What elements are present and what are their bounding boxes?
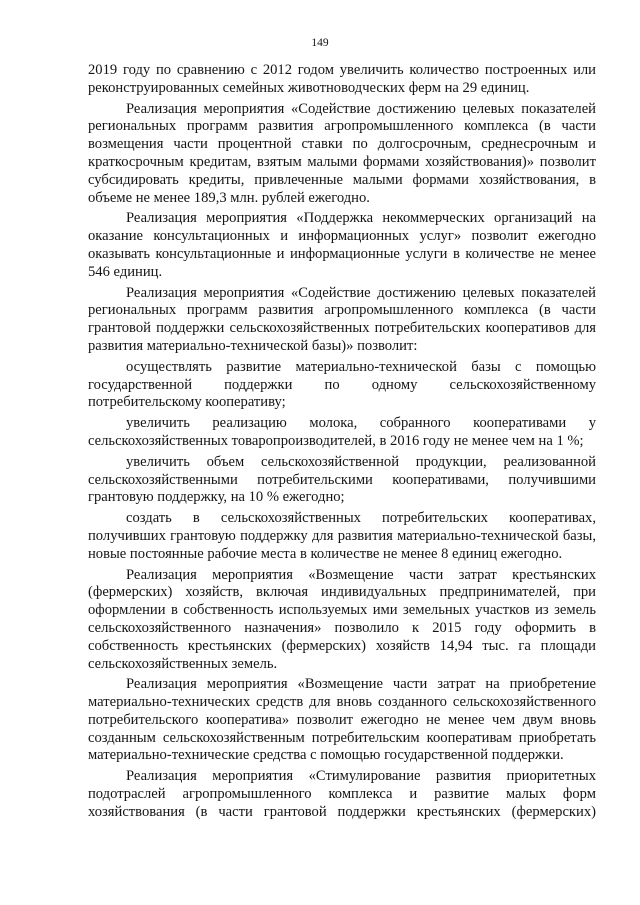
- paragraph: Реализация мероприятия «Поддержка некоммерческих организаций на оказание консультационных и информационных услуг» позволит ежегодно оказывать консультационные и информационные услуги в количестве не менее 546 единиц.: [88, 210, 596, 280]
- page-number: 149: [311, 37, 329, 49]
- paragraph: Реализация мероприятия «Содействие достижению целевых показателей региональных программ развития агропромышленного комплекса (в части грантовой поддержки сельскохозяйственных потребительских кооперативов для развития материально-технической базы)» позволит:: [88, 284, 596, 354]
- paragraph: увеличить объем сельскохозяйственной продукции, реализованной сельскохозяйственными потребительскими кооперативами, получившими грантовую поддержку, на 10 % ежегодно;: [88, 453, 596, 506]
- paragraph: Реализация мероприятия «Содействие достижению целевых показателей региональных программ развития агропромышленного комплекса (в части возмещения части процентной ставки по долгосрочным, среднесрочным и краткосрочным кредитам, взятым малыми формами хозяйствования)» позволит субсидировать кредиты, привлеченные малыми формами хозяйствования, в объеме не менее 189,3 млн. рублей ежегодно.: [88, 100, 596, 206]
- document-body: [88, 62, 596, 822]
- paragraph: осуществлять развитие материально-технической базы с помощью государственной поддержки по одному сельскохозяйственному потребительскому кооперативу;: [88, 358, 596, 411]
- paragraph: Реализация мероприятия «Возмещение части затрат на приобретение материально-технических средств для вновь созданного сельскохозяйственного потребительского кооператива» позволит ежегодно не менее чем двум вновь созданным сельскохозяйственным потребительским кооперативам приобретать материально-технические средства с помощью государственной поддержки.: [88, 676, 596, 764]
- paragraph: создать в сельскохозяйственных потребительских кооперативах, получивших грантовую поддержку для развития материально-технической базы, новые постоянные рабочие места в количестве не менее 8 единиц ежегодно.: [88, 510, 596, 562]
- paragraph: Реализация мероприятия «Стимулирование развития приоритетных подотраслей агропромышленного комплекса и развитие малых форм хозяйствования (в части грантовой поддержки крестьянских (фермерских): [88, 768, 596, 820]
- paragraph: увеличить реализацию молока, собранного кооперативами у сельскохозяйственных товаропроизводителей, в 2016 году не менее чем на 1 %;: [88, 415, 596, 449]
- paragraph: 2019 году по сравнению с 2012 годом увеличить количество построенных или реконструированных семейных животноводческих ферм на 29 единиц.: [88, 62, 596, 96]
- paragraph: Реализация мероприятия «Возмещение части затрат крестьянских (фермерских) хозяйств, включая индивидуальных предпринимателей, при оформлении в собственность используемых ими земельных участков из земель сельскохозяйственного назначения» позволило к 2015 году оформить в собственность крестьянских (фермерских) хозяйств 14,94 тыс. га площади сельскохозяйственных земель.: [88, 566, 596, 672]
